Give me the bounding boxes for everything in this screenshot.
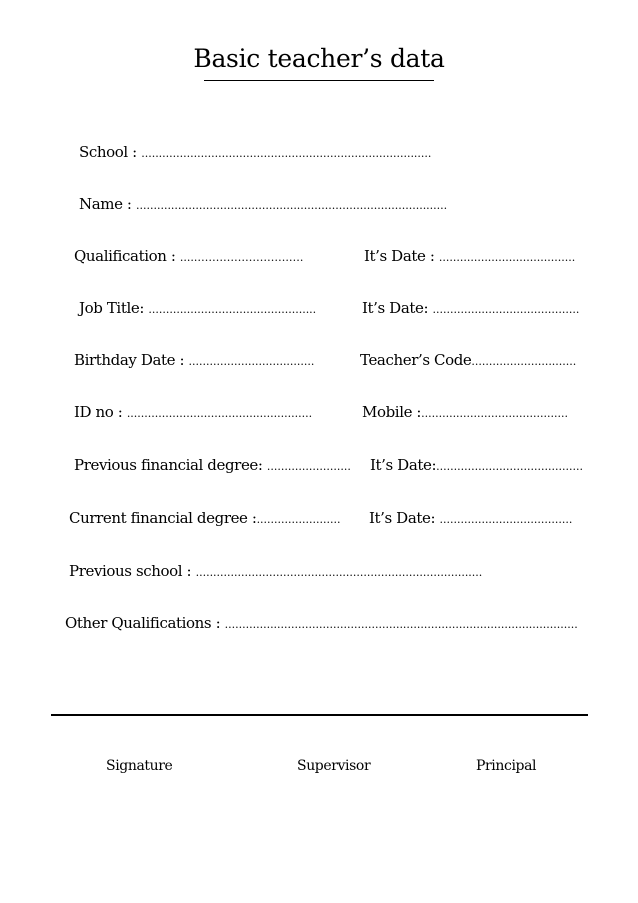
birthday-field[interactable] — [74, 350, 314, 372]
qualification-date-blank: ....................................... — [438, 251, 576, 264]
page-title: Basic teacher’s data — [193, 44, 445, 73]
id-no-label: ID no : — [74, 403, 127, 421]
title-underline — [204, 80, 434, 81]
current-degree-date-blank: ...................................... — [439, 513, 573, 526]
other-qualifications-blank: ..................................................................................................... — [224, 618, 578, 631]
school-blank: ................................................................................... — [141, 147, 432, 160]
current-degree-blank: ........................ — [256, 513, 341, 526]
job-title-field[interactable] — [79, 298, 316, 320]
school-field[interactable] — [79, 142, 431, 164]
teacher-code-blank: .............................. — [471, 355, 577, 368]
current-degree-date-field[interactable] — [369, 508, 572, 530]
qualification-date-label: It’s Date : — [364, 247, 439, 265]
teacher-code-field[interactable] — [360, 350, 576, 372]
current-degree-label: Current financial degree : — [69, 509, 257, 527]
signature-label: Signature — [106, 758, 173, 774]
teacher-code-label: Teacher’s Code — [360, 351, 472, 369]
previous-degree-blank: ........................ — [266, 460, 351, 473]
birthday-label: Birthday Date : — [74, 351, 189, 369]
other-qualifications-label: Other Qualifications : — [65, 614, 225, 632]
previous-degree-field[interactable] — [74, 455, 351, 477]
mobile-blank: .......................................... — [421, 407, 568, 420]
job-date-blank: .......................................... — [432, 303, 580, 316]
previous-degree-date-label: It’s Date: — [370, 456, 437, 474]
id-no-field[interactable] — [74, 402, 312, 424]
name-label: Name : — [79, 195, 132, 213]
previous-degree-date-field[interactable] — [370, 455, 583, 477]
current-degree-date-label: It’s Date: — [369, 509, 440, 527]
other-qualifications-field[interactable] — [65, 613, 578, 635]
previous-school-field[interactable] — [69, 561, 482, 583]
qualification-field[interactable] — [74, 246, 303, 268]
qualification-label: Qualification : — [74, 247, 180, 265]
mobile-field[interactable] — [362, 402, 568, 424]
supervisor-label: Supervisor — [297, 758, 371, 774]
school-label: School : — [79, 143, 137, 161]
previous-school-label: Previous school : — [69, 562, 196, 580]
id-no-blank: ..................................................... — [126, 407, 313, 420]
job-title-label: Job Title: — [79, 299, 149, 317]
qualification-blank: .....…………………….…. — [179, 251, 304, 264]
job-title-blank: ................................................ — [148, 303, 317, 316]
birthday-blank: .................................... — [188, 355, 315, 368]
name-blank: ......................................................................................... — [135, 199, 448, 212]
previous-degree-label: Previous financial degree: — [74, 456, 267, 474]
previous-school-blank: .................................................................................. — [195, 566, 483, 579]
mobile-label: Mobile : — [362, 403, 422, 421]
job-date-field[interactable] — [362, 298, 579, 320]
principal-label: Principal — [476, 758, 537, 774]
job-date-label: It’s Date: — [362, 299, 433, 317]
current-degree-field[interactable] — [69, 508, 340, 530]
name-field[interactable] — [79, 194, 447, 216]
qualification-date-field[interactable] — [364, 246, 575, 268]
previous-degree-date-blank: .......................................... — [436, 460, 583, 473]
divider-line — [51, 714, 588, 716]
